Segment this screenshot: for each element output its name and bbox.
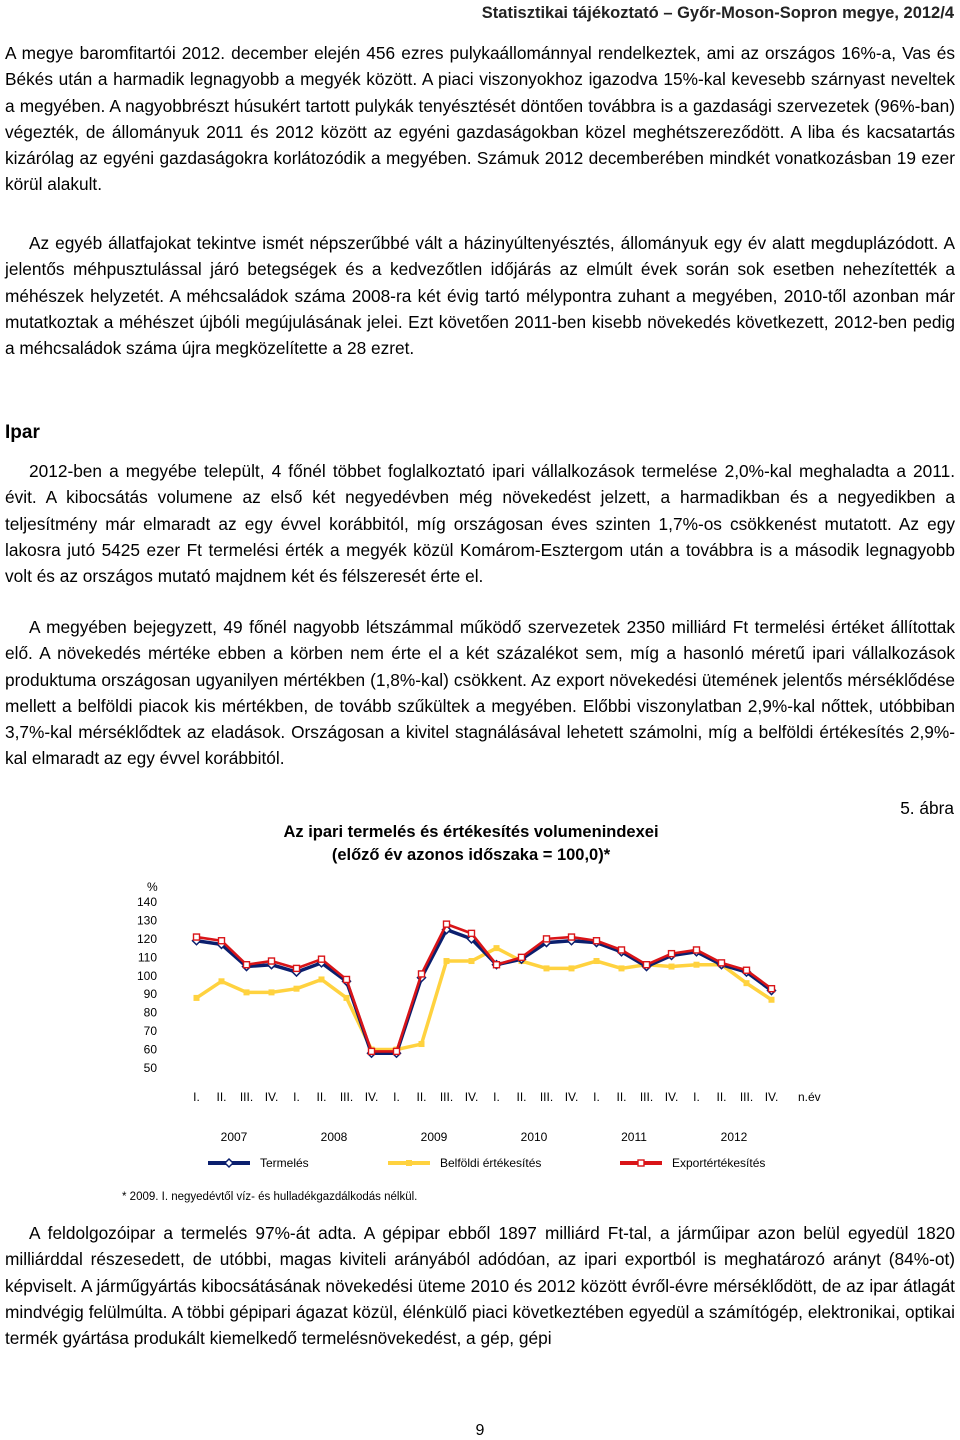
y-tick-label: 130 bbox=[136, 913, 157, 928]
chart-legend bbox=[208, 1156, 765, 1170]
quarter-label: III. bbox=[339, 1090, 354, 1104]
y-tick-label: 110 bbox=[137, 950, 157, 965]
data-point-export bbox=[694, 947, 700, 953]
data-point-export bbox=[219, 938, 225, 944]
data-point-belfoldi bbox=[769, 997, 775, 1003]
quarter-label: II. bbox=[216, 1090, 227, 1104]
quarter-suffix-label: n.év bbox=[798, 1090, 821, 1104]
quarter-label: I. bbox=[493, 1090, 500, 1104]
data-point-belfoldi bbox=[469, 958, 475, 964]
series-lines bbox=[193, 921, 776, 1057]
legend-label: Exportértékesítés bbox=[672, 1156, 766, 1170]
quarter-label: III. bbox=[739, 1090, 754, 1104]
chart-title: Az ipari termelés és értékesítés volumenindexei bbox=[283, 823, 659, 841]
data-point-export bbox=[569, 934, 575, 940]
data-point-belfoldi bbox=[319, 976, 325, 982]
y-tick-label: 140 bbox=[136, 895, 157, 909]
data-point-export bbox=[394, 1048, 400, 1054]
quarter-label: I. bbox=[293, 1090, 300, 1104]
year-label: 2007 bbox=[220, 1130, 248, 1144]
data-point-belfoldi bbox=[269, 989, 275, 995]
data-point-belfoldi bbox=[219, 978, 225, 984]
quarter-label: I. bbox=[393, 1090, 400, 1104]
data-point-export bbox=[244, 962, 250, 968]
paragraph-poultry: A megye baromfitartói 2012. december elején 456 ezres pulykaállománnyal rendelkeztek, ami az országos 16%-a, Vas és Békés után a harmadik legnagyobb a megyék között. A piaci viszonyokhoz igazodva 15%-kal kevesebb szárnyast neveltek a megyében. A nagyobbrészt húsukért tartott pulykák tenyésztését döntően továbbra is a gazdasági szervezetek (96%-ban) végezték, de állományuk 2011 és 2012 között az egyéni gazdaságokban közel meghétszereződött. A liba és kacsatartás kizárólag az egyéni gazdaságokra korlátozódik a megyében. Számuk 2012 decemberében mindkét vonatkozásban 19 ezer körül alakult. bbox=[5, 43, 955, 195]
data-point-belfoldi bbox=[569, 965, 575, 971]
data-point-export bbox=[269, 958, 275, 964]
data-point-export bbox=[619, 947, 625, 953]
data-point-export bbox=[719, 960, 725, 966]
data-point-export bbox=[744, 967, 750, 973]
y-tick-label: 70 bbox=[143, 1024, 157, 1039]
data-point-export bbox=[769, 986, 775, 992]
data-point-belfoldi bbox=[244, 989, 250, 995]
legend-marker bbox=[638, 1160, 644, 1166]
year-label: 2011 bbox=[621, 1130, 647, 1144]
data-point-belfoldi bbox=[294, 986, 300, 992]
legend-label: Belföldi értékesítés bbox=[440, 1156, 542, 1170]
legend-label: Termelés bbox=[260, 1156, 309, 1170]
legend-marker bbox=[406, 1160, 412, 1166]
y-tick-label: 50 bbox=[143, 1061, 157, 1075]
data-point-export bbox=[669, 951, 675, 957]
quarter-label: II. bbox=[316, 1090, 327, 1104]
quarter-label: IV. bbox=[664, 1090, 679, 1104]
chart-footnote: * 2009. I. negyedévtől víz- és hulladékgazdálkodás nélkül. bbox=[122, 1191, 418, 1203]
year-label: 2008 bbox=[320, 1130, 348, 1144]
quarter-label: IV. bbox=[364, 1090, 379, 1104]
year-labels bbox=[221, 1130, 748, 1144]
figure-label: 5. ábra bbox=[900, 798, 954, 818]
quarter-label: III. bbox=[239, 1090, 254, 1104]
y-axis-unit: % bbox=[147, 880, 158, 894]
data-point-belfoldi bbox=[444, 958, 450, 964]
data-point-export bbox=[494, 962, 500, 968]
paragraph-manufacturing: A feldolgozóipar a termelés 97%-át adta. A gépipar ebből 1897 milliárd Ft-tal, a járműipar azon belül egyedül 1820 milliárddal részesedett, de utóbbi, magas kiviteli arányából adódóan, az ipari exportból is meghatározó arányt (84%-ot) képviselt. A járműgyártás kibocsátásának növekedési üteme 2010 és 2012 között évről-évre mérséklődött, de az ipar átlagát mindvégig felülmúlta. A többi gépipari ágazat közül, élénkülő piaci következtében egyedül a számítógép, elektronikai, optikai termék gyártása produkált kiemelkedő termelésnövekedést, a gép, gépi bbox=[5, 1223, 955, 1349]
page-number: 9 bbox=[475, 1422, 485, 1439]
data-point-belfoldi bbox=[194, 995, 200, 1001]
quarter-label: II. bbox=[616, 1090, 627, 1104]
legend-marker bbox=[225, 1159, 233, 1167]
data-point-belfoldi bbox=[494, 945, 500, 951]
data-point-export bbox=[369, 1048, 375, 1054]
data-point-export bbox=[469, 930, 475, 936]
chart-subtitle: (előző év azonos időszaka = 100,0)* bbox=[331, 846, 611, 864]
year-label: 2009 bbox=[420, 1130, 448, 1144]
data-point-belfoldi bbox=[619, 965, 625, 971]
paragraph-industry-1: 2012-ben a megyébe települt, 4 főnél többet foglalkoztató ipari vállalkozások termelése 2,0%-kal meghaladta a 2011. évit. A kibocsátás volumene az első két negyedévben még növekedést jelzett, a harmadikban és a negyedikben a teljesítmény már elmaradt az egy évvel korábbitól, míg országosan éves szinten 1,7%-os csökkenést mutatott. Az egy lakosra jutó 5425 ezer Ft termelési érték a megyék közül Komárom-Esztergom után a továbbra is a második legnagyobb volt és az országos mutató majdnem két és félszeresét érte el. bbox=[5, 461, 955, 587]
quarter-label: II. bbox=[516, 1090, 527, 1104]
series-line-export bbox=[197, 924, 772, 1051]
data-point-export bbox=[594, 938, 600, 944]
quarter-label: I. bbox=[693, 1090, 700, 1104]
y-tick-label: 100 bbox=[136, 968, 157, 983]
data-point-export bbox=[519, 954, 525, 960]
quarter-label: I. bbox=[593, 1090, 600, 1104]
data-point-export bbox=[319, 956, 325, 962]
y-tick-label: 80 bbox=[143, 1005, 157, 1020]
data-point-export bbox=[419, 971, 425, 977]
y-axis-ticks bbox=[137, 895, 157, 1075]
quarter-label: III. bbox=[539, 1090, 554, 1104]
data-point-export bbox=[194, 934, 200, 940]
quarter-label: II. bbox=[416, 1090, 427, 1104]
data-point-belfoldi bbox=[344, 995, 350, 1001]
y-tick-label: 60 bbox=[143, 1042, 157, 1057]
quarter-label: IV. bbox=[464, 1090, 479, 1104]
data-point-belfoldi bbox=[419, 1041, 425, 1047]
industry-volume-index-chart bbox=[100, 815, 860, 1210]
quarter-label: II. bbox=[716, 1090, 727, 1104]
data-point-belfoldi bbox=[669, 964, 675, 970]
quarter-label: IV. bbox=[564, 1090, 579, 1104]
data-point-belfoldi bbox=[744, 980, 750, 986]
paragraph-other-animals: Az egyéb állatfajokat tekintve ismét népszerűbbé vált a házinyúltenyésztés, állományuk egy év alatt megduplázódott. A jelentős méhpusztulással járó betegségek és a kedvezőtlen időjárás az elmúlt évek során sok esetben nehezítették a méhészek helyzetét. A méhcsaládok száma 2008-ra két évig tartó mélypontra zuhant a megyében, 2010-től azonban már mutatkoztak a méhészet újbóli megújulásának jelei. Ezt követően 2011-ben kisebb növekedés következett, 2012-ben pedig a méhcsaládok száma újra megközelítette a 28 ezret. bbox=[5, 233, 955, 359]
year-label: 2010 bbox=[520, 1130, 548, 1144]
data-point-export bbox=[644, 962, 650, 968]
paragraph-industry-2: A megyében bejegyzett, 49 főnél nagyobb létszámmal működő szervezetek 2350 milliárd Ft termelési értéket állítottak elő. A növekedés mértéke ebben a körben nem érte el a két százalékot sem, míg a hasonló méretű ipari vállalkozások produktuma országosan ugyanilyen mértékben (1,8%-kal) csökkent. Az export növekedési ütemének jelentős mérséklődése mellett a belföldi piacok kis mértékben, de tovább szűkültek a megyében. Előbbi viszonylatban 2,9%-kal nőttek, utóbbiban 3,7%-kal mérséklődtek az eladások. Országosan a kivitel stagnálásával lehetett számolni, míg a belföldi értékesítés 2,9%-kal elmaradt az egy évvel korábbitól. bbox=[5, 617, 955, 769]
y-tick-label: 120 bbox=[136, 931, 157, 946]
quarter-label: III. bbox=[439, 1090, 454, 1104]
data-point-export bbox=[444, 921, 450, 927]
y-tick-label: 90 bbox=[143, 987, 157, 1002]
quarter-labels bbox=[193, 1090, 778, 1104]
section-heading-ipar: Ipar bbox=[5, 422, 40, 443]
quarter-label: III. bbox=[639, 1090, 654, 1104]
data-point-export bbox=[544, 936, 550, 942]
data-point-belfoldi bbox=[544, 965, 550, 971]
quarter-label: IV. bbox=[264, 1090, 279, 1104]
running-header: Statisztikai tájékoztató – Győr-Moson-Sopron megye, 2012/4 bbox=[481, 4, 954, 22]
data-point-belfoldi bbox=[694, 962, 700, 968]
data-point-belfoldi bbox=[594, 958, 600, 964]
year-label: 2012 bbox=[720, 1130, 748, 1144]
quarter-label: IV. bbox=[764, 1090, 779, 1104]
data-point-export bbox=[344, 976, 350, 982]
quarter-label: I. bbox=[193, 1090, 200, 1104]
data-point-export bbox=[294, 965, 300, 971]
